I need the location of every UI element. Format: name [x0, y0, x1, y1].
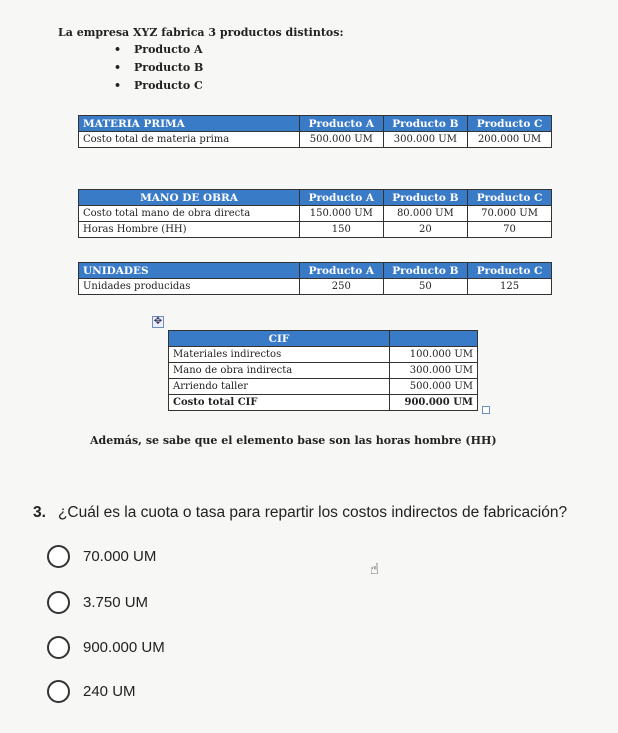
- option-label: 70.000 UM: [83, 548, 157, 565]
- table-cell: 150: [300, 222, 384, 238]
- radio-button[interactable]: [47, 636, 70, 659]
- cif-table: [168, 330, 478, 411]
- table-cell: Costo total CIF: [169, 395, 390, 411]
- product-label: Producto C: [134, 79, 203, 92]
- table-header: Producto B: [383, 190, 467, 206]
- table-cell: Unidades producidas: [79, 279, 300, 295]
- table-move-handle-icon[interactable]: ✥: [153, 316, 163, 327]
- product-label: Producto A: [134, 43, 203, 56]
- table-cell: 50: [383, 279, 467, 295]
- table-header: Producto C: [468, 116, 552, 132]
- table-cell: 300.000 UM: [383, 132, 467, 148]
- list-item: [118, 61, 203, 74]
- table-header: Producto A: [300, 263, 384, 279]
- table-header: UNIDADES: [79, 263, 300, 279]
- table-cell: Mano de obra indirecta: [169, 363, 390, 379]
- intro-text: La empresa XYZ fabrica 3 productos distintos:: [58, 26, 344, 39]
- question-number: 3.: [33, 504, 46, 521]
- table-cell: Horas Hombre (HH): [79, 222, 300, 238]
- table-header: Producto C: [468, 263, 552, 279]
- table-header: [390, 331, 478, 347]
- question: [33, 504, 567, 522]
- table-cell: 900.000 UM: [390, 395, 478, 411]
- answer-option[interactable]: [47, 636, 165, 659]
- hand-cursor-icon: ☝: [370, 560, 380, 578]
- table-row: [79, 279, 552, 295]
- table-header: Producto A: [300, 190, 384, 206]
- table-cell: 150.000 UM: [300, 206, 384, 222]
- radio-button[interactable]: [47, 545, 70, 568]
- table-header: CIF: [169, 331, 390, 347]
- table-cell: 80.000 UM: [383, 206, 467, 222]
- table-cell: Costo total de materia prima: [79, 132, 300, 148]
- option-label: 900.000 UM: [83, 639, 165, 656]
- table-cell: 70.000 UM: [468, 206, 552, 222]
- table-cell: 200.000 UM: [468, 132, 552, 148]
- radio-button[interactable]: [47, 591, 70, 614]
- table-cell: 300.000 UM: [390, 363, 478, 379]
- radio-button[interactable]: [47, 680, 70, 703]
- answer-option[interactable]: [47, 591, 148, 614]
- table-cell: 125: [468, 279, 552, 295]
- table-cell: 100.000 UM: [390, 347, 478, 363]
- table-header: Producto B: [383, 116, 467, 132]
- table-row: [169, 379, 478, 395]
- table-row: [79, 132, 552, 148]
- unidades-table: [78, 262, 552, 295]
- question-text: ¿Cuál es la cuota o tasa para repartir los costos indirectos de fabricación?: [57, 504, 568, 521]
- answer-option[interactable]: [47, 680, 136, 703]
- option-label: 3.750 UM: [83, 594, 149, 611]
- table-resize-handle-icon[interactable]: [482, 406, 490, 414]
- product-label: Producto B: [134, 61, 204, 74]
- table-cell: 20: [383, 222, 467, 238]
- table-cell: Materiales indirectos: [169, 347, 390, 363]
- table-cell: 500.000 UM: [300, 132, 384, 148]
- table-cell: 250: [300, 279, 384, 295]
- table-header: Producto A: [300, 116, 384, 132]
- mano-obra-table: [78, 189, 552, 238]
- table-row: [169, 395, 478, 411]
- table-cell: 70: [468, 222, 552, 238]
- table-header: MANO DE OBRA: [79, 190, 300, 206]
- table-cell: 500.000 UM: [390, 379, 478, 395]
- table-header: MATERIA PRIMA: [79, 116, 300, 132]
- table-cell: Arriendo taller: [169, 379, 390, 395]
- list-item: [118, 79, 203, 92]
- table-row: [79, 206, 552, 222]
- materia-prima-table: [78, 115, 552, 148]
- table-row: [169, 347, 478, 363]
- table-header: Producto B: [383, 263, 467, 279]
- answer-option[interactable]: [47, 545, 156, 568]
- list-item: [118, 43, 203, 56]
- table-header: Producto C: [468, 190, 552, 206]
- table-row: [169, 363, 478, 379]
- table-row: [79, 222, 552, 238]
- table-cell: Costo total mano de obra directa: [79, 206, 300, 222]
- option-label: 240 UM: [83, 683, 136, 700]
- note-text: Además, se sabe que el elemento base son las horas hombre (HH): [90, 434, 497, 447]
